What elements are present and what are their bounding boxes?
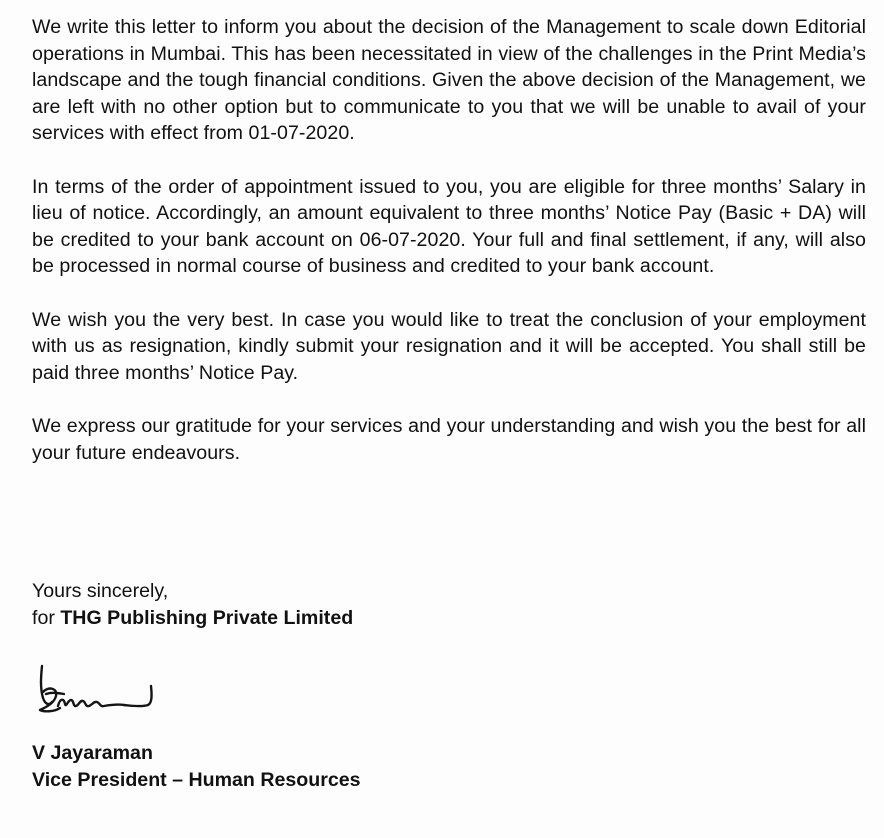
closing-for-line [32, 605, 353, 632]
handwritten-signature [34, 662, 164, 734]
signatory-title: Vice President – Human Resources [32, 769, 361, 791]
paragraph-decision: We write this letter to inform you about the decision of the Management to scale down Editorial operations in Mumbai. This has been necessitated in view of the challenges in the Print Media’s landscape and the tough financial conditions. Given the above decision of the Management, we are left with no other option but to communicate to you that we will be unable to avail of your services with effect from 01-07-2020. [32, 16, 866, 145]
company-name: THG Publishing Private Limited [60, 607, 354, 629]
paragraph-resignation: We wish you the very best. In case you would like to treat the conclusion of your employment with us as resignation, kindly submit your resignation and it will be accepted. You shall still be paid three months’ Notice Pay. [32, 308, 866, 384]
paragraph-gratitude: We express our gratitude for your services and your understanding and wish you the best for all your future endeavours. [32, 414, 866, 464]
closing-block [32, 578, 353, 632]
letter-body [32, 14, 866, 493]
closing-salutation: Yours sincerely, [32, 580, 169, 602]
closing-for-prefix: for [32, 607, 55, 629]
paragraph-notice-pay: In terms of the order of appointment issued to you, you are eligible for three months’ Salary in lieu of notice. Accordingly, an amount equivalent to three months’ Notice Pay (Basic + DA) will be credited to your bank account on 06-07-2020. Your full and final settlement, if any, will also be processed in normal course of business and credited to your bank account. [32, 175, 866, 278]
signatory-block [32, 740, 361, 794]
signatory-name: V Jayaraman [32, 742, 153, 764]
